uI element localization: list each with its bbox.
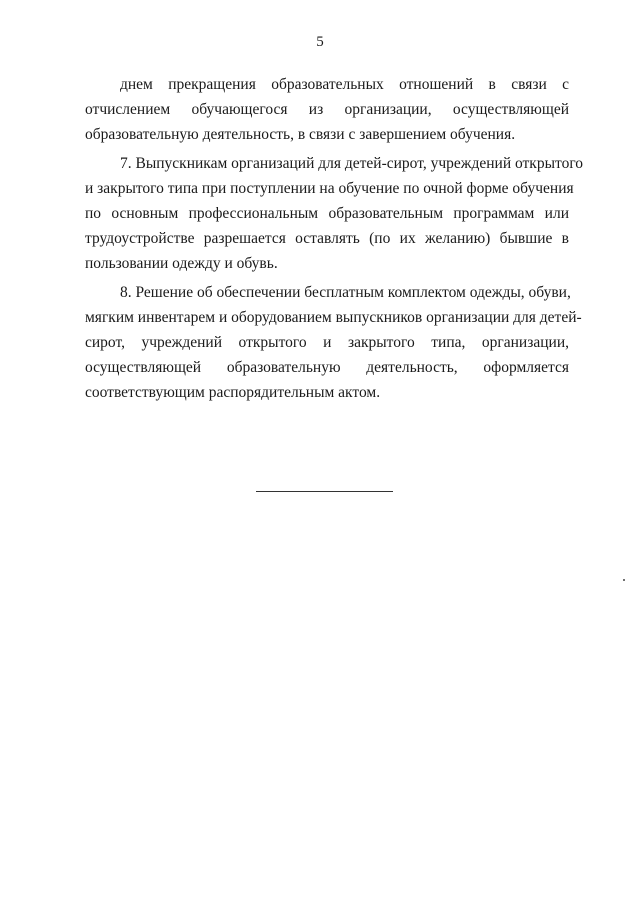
paragraph-line: отчислением обучающегося из организации, осуществляющей xyxy=(85,101,569,118)
paragraph-line: по основным профессиональным образовательным программам или xyxy=(85,205,569,222)
paragraph-line: трудоустройстве разрешается оставлять (по их желанию) бывшие в xyxy=(85,230,569,247)
paragraph-line: и закрытого типа при поступлении на обучение по очной форме обучения xyxy=(85,180,574,197)
paragraph-line: осуществляющей образовательную деятельность, оформляется xyxy=(85,359,569,376)
paragraph-line: соответствующим распорядительным актом. xyxy=(85,384,381,401)
page-number: 5 xyxy=(316,34,324,50)
paragraph-line: пользовании одежду и обувь. xyxy=(85,255,278,272)
end-divider xyxy=(256,491,393,492)
scan-speck xyxy=(623,579,625,581)
paragraph-line: образовательную деятельность, в связи с завершением обучения. xyxy=(85,126,516,143)
paragraph-line: 7. Выпускникам организаций для детей-сирот, учреждений открытого xyxy=(120,155,584,172)
paragraph-line: 8. Решение об обеспечении бесплатным комплектом одежды, обуви, xyxy=(120,284,571,301)
paragraph-line: сирот, учреждений открытого и закрытого типа, организации, xyxy=(85,334,569,351)
paragraph-line: днем прекращения образовательных отношений в связи с xyxy=(120,76,569,93)
paragraph-line: мягким инвентарем и оборудованием выпускников организации для детей- xyxy=(85,309,582,326)
